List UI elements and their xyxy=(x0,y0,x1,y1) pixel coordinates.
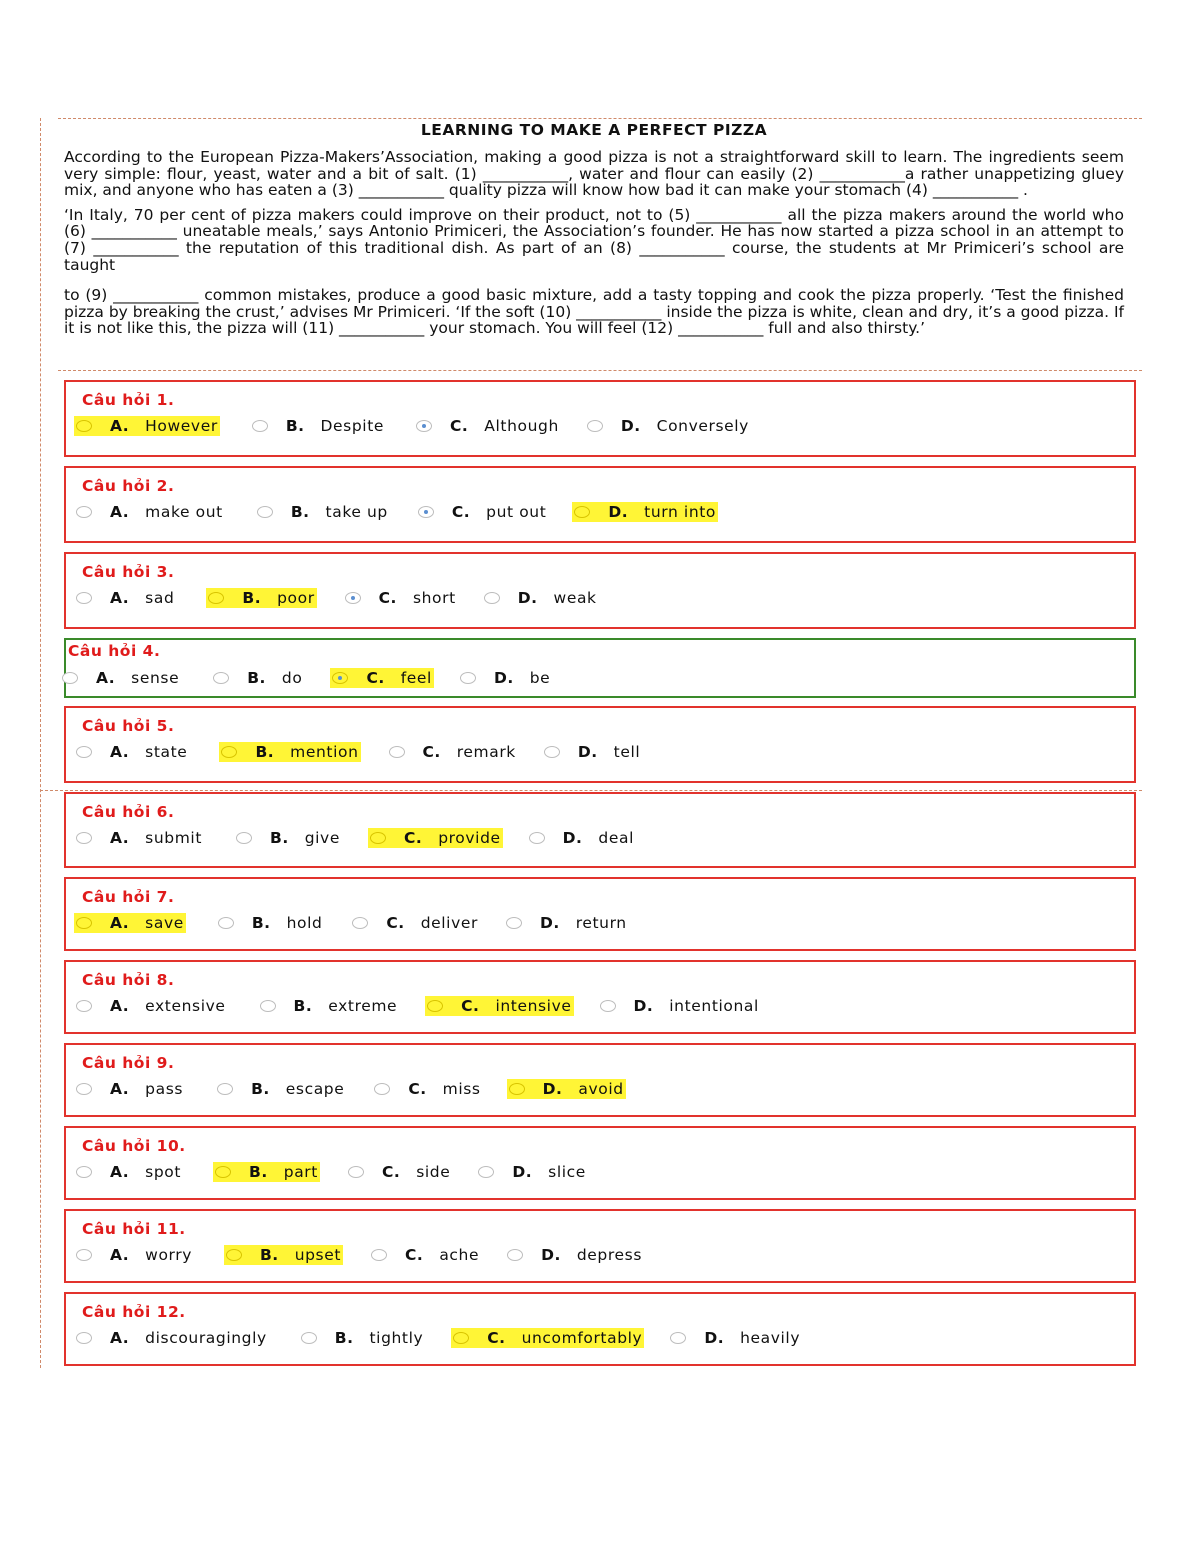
left-dashed-border xyxy=(40,118,41,1368)
option-text: save xyxy=(145,914,184,932)
radio-button[interactable] xyxy=(76,746,92,758)
option-text: weak xyxy=(553,589,597,607)
question-title: Câu hỏi 1. xyxy=(82,391,175,409)
radio-button[interactable] xyxy=(208,592,224,604)
option-letter: A. xyxy=(110,829,130,847)
option-letter: D. xyxy=(512,1163,533,1181)
answer-option-c[interactable] xyxy=(368,828,503,848)
answer-option-d[interactable] xyxy=(482,588,599,608)
option-letter: B. xyxy=(251,914,271,932)
radio-button[interactable] xyxy=(62,672,78,684)
option-text: deliver xyxy=(420,914,478,932)
question-card xyxy=(64,1209,1136,1283)
radio-button[interactable] xyxy=(76,1166,92,1178)
answer-options xyxy=(74,1079,652,1099)
answer-options xyxy=(74,996,787,1016)
option-text: do xyxy=(281,669,303,687)
passage-paragraph: According to the European Pizza-Makers’Association, making a good pizza is not a straightforward skill to learn. The ingredients seem very simple: flour, yeast, water and a bit of salt. (1) ___________, water and flour can easily (2) ___________a rather unappetizing gluey mix, and anyone who has eaten a (3) ___________ quality pizza will know how bad it can make your stomach (4) ___________ . xyxy=(64,148,1124,200)
question-card xyxy=(64,552,1136,629)
option-letter: D. xyxy=(608,503,629,521)
radio-button[interactable] xyxy=(416,420,432,432)
option-letter: C. xyxy=(451,503,471,521)
option-letter: C. xyxy=(366,669,385,687)
radio-button[interactable] xyxy=(348,1166,364,1178)
answer-option-b[interactable] xyxy=(224,1245,343,1265)
option-letter: C. xyxy=(461,997,480,1015)
option-text: make out xyxy=(145,503,223,521)
question-card xyxy=(64,1043,1136,1117)
option-letter: A. xyxy=(110,1246,130,1264)
question-title: Câu hỏi 3. xyxy=(82,563,175,581)
option-text: pass xyxy=(145,1080,184,1098)
option-letter: C. xyxy=(381,1163,401,1181)
option-letter: A. xyxy=(110,743,130,761)
radio-button[interactable] xyxy=(352,917,368,929)
answer-option-a[interactable] xyxy=(74,742,189,762)
radio-button[interactable] xyxy=(587,420,603,432)
answer-option-a[interactable] xyxy=(74,913,186,933)
option-text: mention xyxy=(290,743,359,761)
answer-option-d[interactable] xyxy=(505,1245,644,1265)
answer-option-a[interactable] xyxy=(74,502,225,522)
option-letter: B. xyxy=(270,829,289,847)
page-break-divider xyxy=(40,790,1142,791)
radio-button[interactable] xyxy=(76,506,92,518)
option-text: be xyxy=(529,669,551,687)
radio-button[interactable] xyxy=(544,746,560,758)
question-card xyxy=(64,706,1136,783)
answer-option-d[interactable] xyxy=(668,1328,802,1348)
option-letter: A. xyxy=(110,503,130,521)
radio-button[interactable] xyxy=(509,1083,525,1095)
answer-option-a[interactable] xyxy=(74,1245,194,1265)
option-letter: D. xyxy=(577,743,598,761)
answer-option-b[interactable] xyxy=(206,588,316,608)
radio-button[interactable] xyxy=(427,1000,443,1012)
radio-button[interactable] xyxy=(76,1000,92,1012)
option-letter: B. xyxy=(334,1329,354,1347)
radio-button[interactable] xyxy=(76,917,92,929)
passage-paragraph: ‘In Italy, 70 per cent of pizza makers could improve on their product, not to (5) ___________ all the pizza makers around the world who (6) ___________ uneatable meals,’ says Antonio Primiceri, the Association’s founder. He has now started a pizza school in an attempt to (7) ___________ the reputation of this traditional dish. As part of an (8) ___________ course, the students at Mr Primiceri’s school are taught xyxy=(64,205,1124,274)
answer-option-d[interactable] xyxy=(476,1162,588,1182)
option-letter: C. xyxy=(408,1080,427,1098)
option-letter: B. xyxy=(249,1163,268,1181)
radio-button[interactable] xyxy=(213,672,229,684)
radio-button[interactable] xyxy=(529,832,545,844)
option-text: worry xyxy=(145,1246,192,1264)
option-letter: C. xyxy=(378,589,397,607)
option-text: turn into xyxy=(644,503,717,521)
option-letter: A. xyxy=(110,1080,130,1098)
answer-option-b[interactable] xyxy=(213,1162,320,1182)
option-text: uncomfortably xyxy=(521,1329,643,1347)
option-letter: A. xyxy=(110,1329,130,1347)
option-text: put out xyxy=(486,503,547,521)
answer-option-a[interactable] xyxy=(74,996,228,1016)
option-text: Although xyxy=(484,417,559,435)
option-text: miss xyxy=(442,1080,481,1098)
answer-option-b[interactable] xyxy=(234,828,342,848)
option-text: hold xyxy=(286,914,323,932)
radio-button[interactable] xyxy=(226,1249,242,1261)
option-text: heavily xyxy=(740,1329,801,1347)
question-title: Câu hỏi 6. xyxy=(82,803,175,821)
radio-button[interactable] xyxy=(460,672,476,684)
question-title: Câu hỏi 9. xyxy=(82,1054,175,1072)
option-text: intensive xyxy=(495,997,572,1015)
answer-option-d[interactable] xyxy=(504,913,629,933)
answer-option-b[interactable] xyxy=(215,1079,346,1099)
option-text: sad xyxy=(145,589,175,607)
option-text: feel xyxy=(400,669,432,687)
option-letter: D. xyxy=(633,997,654,1015)
top-dashed-divider xyxy=(58,118,1142,119)
option-text: sense xyxy=(131,669,180,687)
radio-button[interactable] xyxy=(600,1000,616,1012)
question-title: Câu hỏi 8. xyxy=(82,971,175,989)
answer-option-b[interactable] xyxy=(211,668,304,688)
option-letter: A. xyxy=(110,997,130,1015)
radio-button[interactable] xyxy=(478,1166,494,1178)
question-card xyxy=(64,466,1136,543)
option-letter: C. xyxy=(450,417,469,435)
radio-button[interactable] xyxy=(389,746,405,758)
answer-option-b[interactable] xyxy=(219,742,360,762)
answer-option-d[interactable] xyxy=(527,828,636,848)
answer-options xyxy=(74,502,744,522)
option-text: Conversely xyxy=(656,417,749,435)
answer-option-c[interactable] xyxy=(346,1162,452,1182)
answer-option-c[interactable] xyxy=(343,588,458,608)
answer-options xyxy=(74,828,662,848)
question-card xyxy=(64,1292,1136,1366)
radio-button[interactable] xyxy=(484,592,500,604)
option-letter: B. xyxy=(247,669,266,687)
radio-button[interactable] xyxy=(453,1332,469,1344)
question-title: Câu hỏi 4. xyxy=(68,642,161,660)
question-title: Câu hỏi 5. xyxy=(82,717,175,735)
option-text: provide xyxy=(438,829,501,847)
option-letter: D. xyxy=(704,1329,725,1347)
answer-option-d[interactable] xyxy=(572,502,718,522)
answer-option-a[interactable] xyxy=(74,1162,183,1182)
answer-options xyxy=(74,588,625,608)
radio-button[interactable] xyxy=(76,592,92,604)
radio-button[interactable] xyxy=(332,672,348,684)
option-letter: D. xyxy=(493,669,514,687)
option-text: escape xyxy=(285,1080,345,1098)
answer-options xyxy=(74,1328,828,1348)
option-letter: A. xyxy=(110,417,130,435)
radio-button[interactable] xyxy=(76,1249,92,1261)
radio-button[interactable] xyxy=(221,746,237,758)
option-text: short xyxy=(412,589,456,607)
option-letter: D. xyxy=(562,829,583,847)
option-text: avoid xyxy=(578,1080,624,1098)
option-text: part xyxy=(283,1163,318,1181)
option-text: state xyxy=(145,743,188,761)
answer-option-b[interactable] xyxy=(299,1328,426,1348)
answer-option-b[interactable] xyxy=(255,502,390,522)
option-text: depress xyxy=(576,1246,642,1264)
passage-title: LEARNING TO MAKE A PERFECT PIZZA xyxy=(420,121,768,139)
radio-button[interactable] xyxy=(218,917,234,929)
question-title: Câu hỏi 10. xyxy=(82,1137,186,1155)
option-text: submit xyxy=(145,829,202,847)
answer-option-c[interactable] xyxy=(369,1245,481,1265)
option-text: spot xyxy=(145,1163,182,1181)
radio-button[interactable] xyxy=(76,1083,92,1095)
answer-option-c[interactable] xyxy=(416,502,549,522)
radio-button[interactable] xyxy=(370,832,386,844)
option-letter: C. xyxy=(405,1246,424,1264)
answer-option-c[interactable] xyxy=(451,1328,644,1348)
radio-button[interactable] xyxy=(506,917,522,929)
answer-option-c[interactable] xyxy=(387,742,518,762)
answer-options xyxy=(60,668,578,688)
radio-button[interactable] xyxy=(76,832,92,844)
option-letter: B. xyxy=(255,743,275,761)
option-text: ache xyxy=(439,1246,480,1264)
option-letter: B. xyxy=(290,503,310,521)
option-text: tightly xyxy=(369,1329,424,1347)
option-letter: C. xyxy=(422,743,441,761)
question-card xyxy=(64,380,1136,457)
question-title: Câu hỏi 7. xyxy=(82,888,175,906)
question-card xyxy=(64,1126,1136,1200)
option-letter: D. xyxy=(542,1080,563,1098)
radio-button[interactable] xyxy=(418,506,434,518)
radio-button[interactable] xyxy=(371,1249,387,1261)
question-card xyxy=(64,960,1136,1034)
radio-button[interactable] xyxy=(217,1083,233,1095)
answer-option-d[interactable] xyxy=(507,1079,626,1099)
option-text: give xyxy=(304,829,340,847)
question-title: Câu hỏi 11. xyxy=(82,1220,186,1238)
question-card xyxy=(64,877,1136,951)
answer-option-b[interactable] xyxy=(258,996,400,1016)
passage-bottom-divider xyxy=(58,370,1142,371)
option-letter: C. xyxy=(403,829,423,847)
radio-button[interactable] xyxy=(260,1000,276,1012)
option-letter: A. xyxy=(96,669,116,687)
answer-option-c[interactable] xyxy=(425,996,573,1016)
option-letter: B. xyxy=(259,1246,279,1264)
option-letter: B. xyxy=(293,997,313,1015)
answer-options xyxy=(74,1162,614,1182)
answer-option-d[interactable] xyxy=(598,996,761,1016)
option-letter: B. xyxy=(242,589,262,607)
option-letter: B. xyxy=(251,1080,270,1098)
option-text: intentional xyxy=(669,997,759,1015)
answer-option-c[interactable] xyxy=(330,668,434,688)
option-letter: A. xyxy=(110,589,130,607)
option-letter: A. xyxy=(110,914,130,932)
radio-button[interactable] xyxy=(345,592,361,604)
answer-options xyxy=(74,1245,670,1265)
answer-option-b[interactable] xyxy=(216,913,325,933)
option-letter: A. xyxy=(110,1163,130,1181)
option-text: remark xyxy=(456,743,516,761)
radio-button[interactable] xyxy=(507,1249,523,1261)
answer-option-a[interactable] xyxy=(74,588,176,608)
option-text: However xyxy=(145,417,218,435)
option-text: slice xyxy=(548,1163,586,1181)
option-text: extreme xyxy=(328,997,398,1015)
answer-options xyxy=(74,913,655,933)
answer-option-c[interactable] xyxy=(350,913,480,933)
answer-option-c[interactable] xyxy=(372,1079,482,1099)
answer-option-a[interactable] xyxy=(74,1328,269,1348)
option-letter: D. xyxy=(539,914,560,932)
option-letter: D. xyxy=(541,1246,561,1264)
radio-button[interactable] xyxy=(252,420,268,432)
answer-options xyxy=(74,742,668,762)
answer-option-d[interactable] xyxy=(458,668,552,688)
question-title: Câu hỏi 2. xyxy=(82,477,175,495)
answer-option-a[interactable] xyxy=(74,828,204,848)
option-text: take up xyxy=(325,503,388,521)
question-title: Câu hỏi 12. xyxy=(82,1303,186,1321)
answer-option-b[interactable] xyxy=(250,416,386,436)
option-text: upset xyxy=(294,1246,342,1264)
answer-option-a[interactable] xyxy=(74,416,220,436)
radio-button[interactable] xyxy=(76,1332,92,1344)
option-letter: C. xyxy=(487,1329,506,1347)
radio-button[interactable] xyxy=(215,1166,231,1178)
option-text: extensive xyxy=(145,997,226,1015)
answer-option-a[interactable] xyxy=(74,1079,185,1099)
passage-paragraph: to (9) ___________ common mistakes, produce a good basic mixture, add a tasty topping and cook the pizza properly. ‘Test the finished pizza by breaking the crust,’ advises Mr Primiceri. ‘If the soft (10) ___________ inside the pizza is white, clean and dry, it’s a good pizza. If it is not like this, the pizza will (11) ___________ your stomach. You will feel (12) ___________ full and also thirsty.’ xyxy=(64,286,1124,338)
option-letter: B. xyxy=(285,417,305,435)
option-letter: D. xyxy=(620,417,641,435)
answer-option-a[interactable] xyxy=(60,668,181,688)
option-text: Despite xyxy=(320,417,385,435)
radio-button[interactable] xyxy=(374,1083,390,1095)
radio-button[interactable] xyxy=(574,506,590,518)
option-letter: D. xyxy=(517,589,538,607)
option-text: side xyxy=(416,1163,451,1181)
radio-button[interactable] xyxy=(670,1332,686,1344)
answer-option-d[interactable] xyxy=(542,742,642,762)
answer-option-c[interactable] xyxy=(414,416,561,436)
option-letter: C. xyxy=(386,914,405,932)
answer-option-d[interactable] xyxy=(585,416,751,436)
question-card xyxy=(64,638,1136,698)
option-text: tell xyxy=(613,743,641,761)
option-text: return xyxy=(575,914,627,932)
question-card xyxy=(64,792,1136,868)
radio-button[interactable] xyxy=(236,832,252,844)
reading-passage xyxy=(64,121,1124,337)
option-text: discouragingly xyxy=(145,1329,267,1347)
answer-options xyxy=(74,416,777,436)
option-text: poor xyxy=(277,589,315,607)
radio-button[interactable] xyxy=(301,1332,317,1344)
option-text: deal xyxy=(598,829,635,847)
radio-button[interactable] xyxy=(257,506,273,518)
radio-button[interactable] xyxy=(76,420,92,432)
